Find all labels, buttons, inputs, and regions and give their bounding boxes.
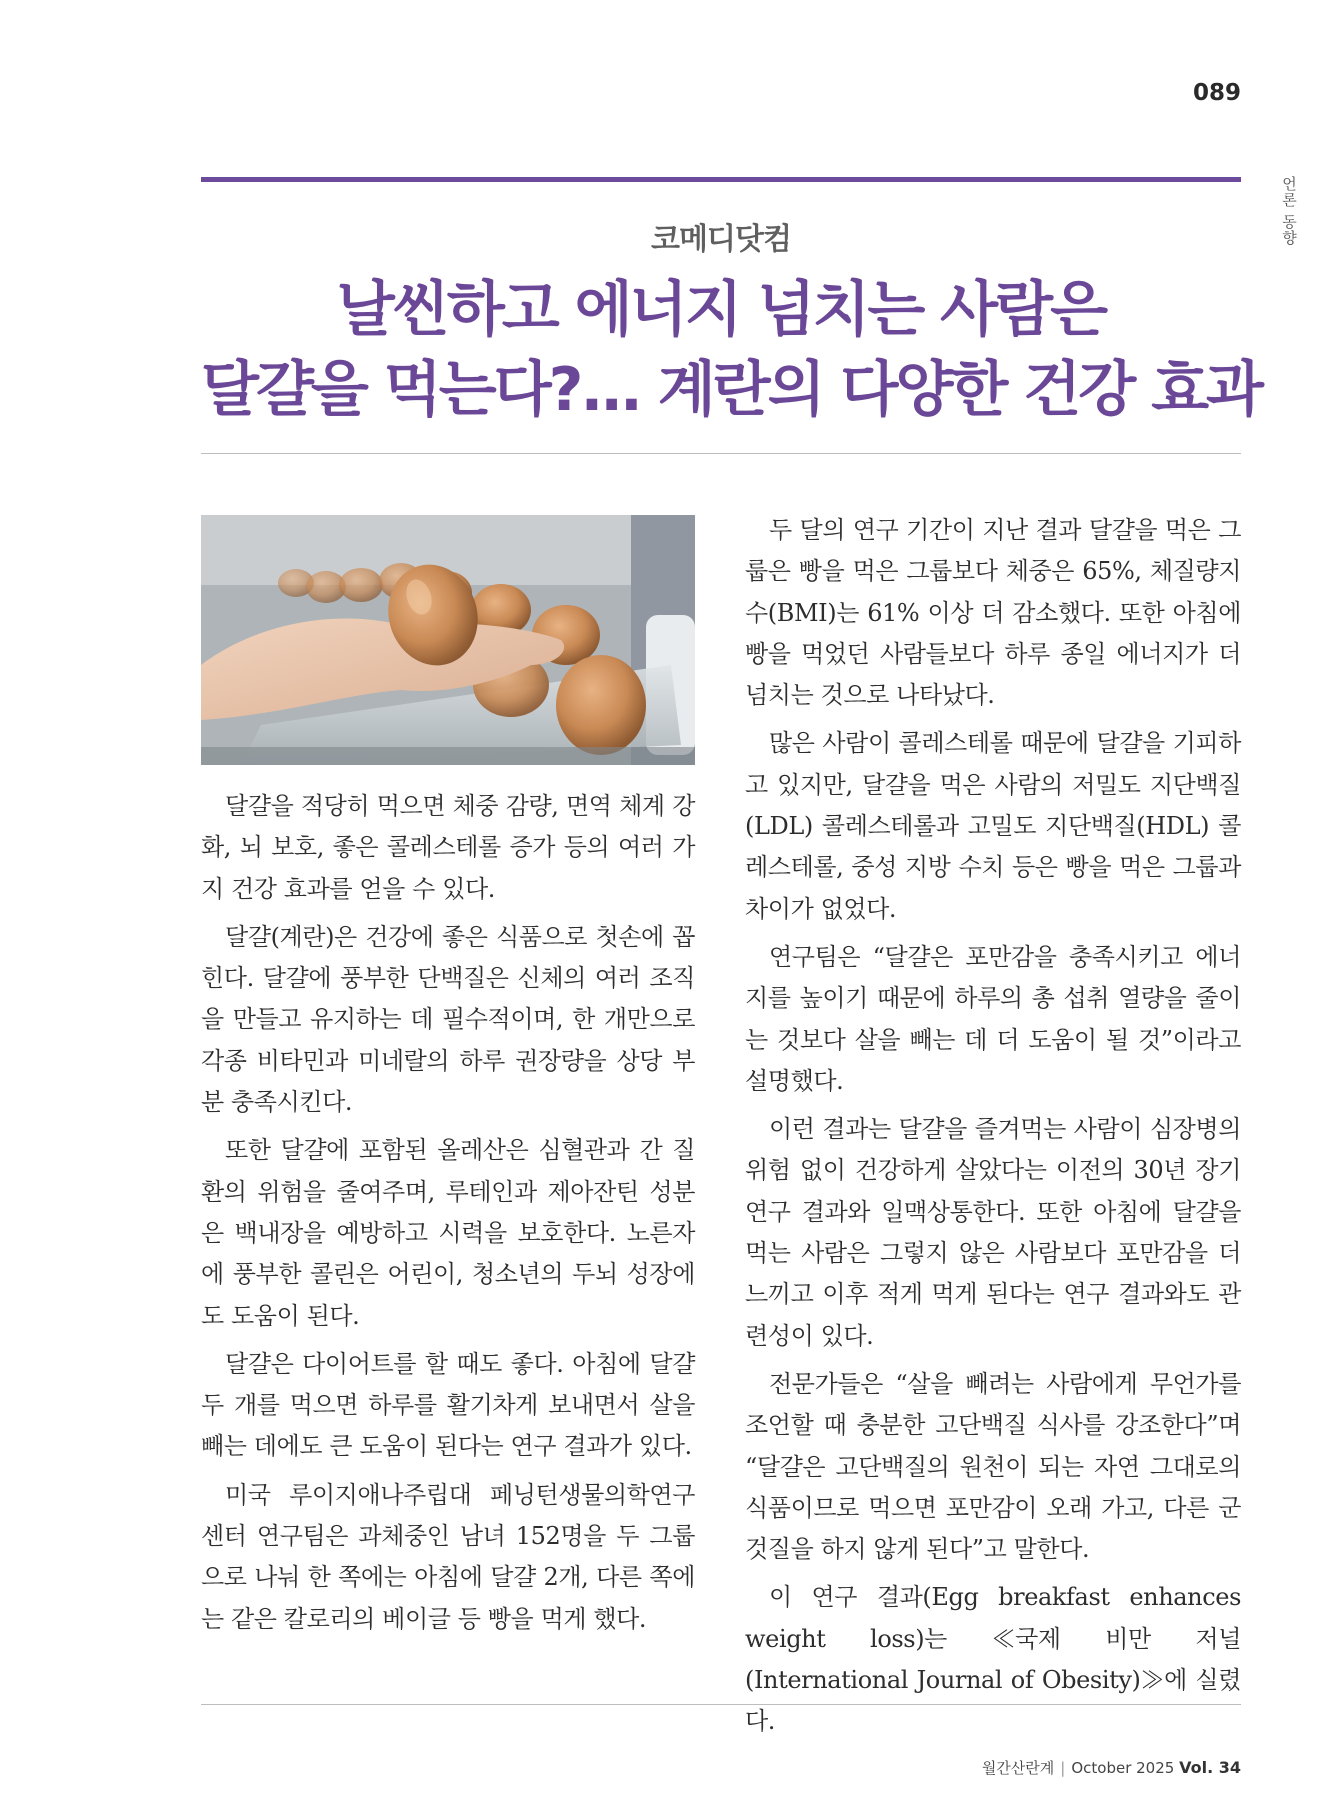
article-right-column bbox=[745, 510, 1241, 1750]
paragraph: 달걀은 다이어트를 할 때도 좋다. 아침에 달걀 두 개를 먹으면 하루를 활기차게 보내면서 살을 빼는 데에도 큰 도움이 된다는 연구 결과가 있다. bbox=[201, 1349, 695, 1461]
issue-date: October 2025 bbox=[1071, 1759, 1175, 1777]
paragraph: 많은 사람이 콜레스테롤 때문에 달걀을 기피하고 있지만, 달걀을 먹은 사람의 저밀도 지단백질(LDL) 콜레스테롤과 고밀도 지단백질(HDL) 콜레스테롤, 중성 지방 수치 등은 빵을 먹은 그룹과 차이가 없었다. bbox=[745, 729, 1241, 923]
paragraph: 달걀을 적당히 먹으면 체중 감량, 면역 체계 강화, 뇌 보호, 좋은 콜레스테롤 증가 등의 여러 가지 건강 효과를 얻을 수 있다. bbox=[201, 792, 695, 903]
footer-separator: | bbox=[1060, 1759, 1066, 1777]
publication-name: 월간산란계 bbox=[981, 1759, 1055, 1777]
paragraph: 전문가들은 “살을 빼려는 사람에게 무언가를 조언할 때 충분한 고단백질 식사를 강조한다”며 “달걀은 고단백질의 원천이 되는 자연 그대로의 식품이므로 먹으면 포만감이 오래 가고, 다른 군것질을 하지 않게 된다”고 말한다. bbox=[745, 1369, 1241, 1564]
paragraph: 또한 달걀에 포함된 올레산은 심혈관과 간 질환의 위험을 줄여주며, 루테인과 제아잔틴 성분은 백내장을 예방하고 시력을 보호한다. 노른자에 풍부한 콜린은 어린이, 청소년의 두뇌 성장에도 도움이 된다. bbox=[201, 1136, 695, 1330]
paragraph: 이런 결과는 달걀을 즐겨먹는 사람이 심장병의 위험 없이 건강하게 살았다는 이전의 30년 장기 연구 결과와 일맥상통한다. 또한 아침에 달걀을 먹는 사람은 그렇지 않은 사람보다 포만감을 더 느끼고 이후 적게 먹게 된다는 연구 결과와도 관련성이 있다. bbox=[745, 1115, 1241, 1350]
article-source: 코메디닷컴 bbox=[651, 222, 791, 257]
paragraph: 이 연구 결과(Egg breakfast enhances weight loss)는 ≪국제 비만 저널(International Journal of Obesity)≫에 실렸다. bbox=[745, 1583, 1241, 1736]
headline-line-2: 달걀을 먹는다?... 계란의 다양한 건강 효과 bbox=[201, 355, 1261, 425]
top-accent-rule bbox=[201, 177, 1241, 182]
paragraph: 두 달의 연구 기간이 지난 결과 달걀을 먹은 그룹은 빵을 먹은 그룹보다 체중은 65%, 체질량지수(BMI)는 61% 이상 더 감소했다. 또한 아침에 빵을 먹었던 사람들보다 하루 종일 에너지가 더 넘치는 것으로 나타났다. bbox=[745, 516, 1241, 710]
paragraph: 연구팀은 “달걀은 포만감을 충족시키고 에너지를 높이기 때문에 하루의 총 섭취 열량을 줄이는 것보다 살을 빼는 데 더 도움이 될 것”이라고 설명했다. bbox=[745, 942, 1241, 1095]
page-number: 089 bbox=[1192, 80, 1241, 106]
section-tab: 언론 동향 bbox=[1280, 176, 1298, 246]
headline-line-1: 날씬하고 에너지 넘치는 사람은 bbox=[336, 275, 1106, 345]
paragraph: 달걀(계란)은 건강에 좋은 식품으로 첫손에 꼽힌다. 달걀에 풍부한 단백질은 신체의 여러 조직을 만들고 유지하는 데 필수적이며, 한 개만으로 각종 비타민과 미네랄의 하루 권장량을 상당 부분 충족시킨다. bbox=[201, 922, 695, 1117]
volume-number: Vol. 34 bbox=[1179, 1758, 1241, 1777]
page-footer bbox=[982, 1757, 1241, 1778]
paragraph: 미국 루이지애나주립대 페닝턴생물의학연구센터 연구팀은 과체중인 남녀 152명을 두 그룹으로 나눠 한 쪽에는 아침에 달걀 2개, 다른 쪽에는 같은 칼로리의 베이글 등 빵을 먹게 했다. bbox=[201, 1480, 695, 1633]
footer-divider bbox=[201, 1704, 1241, 1705]
article-left-column bbox=[201, 786, 695, 1647]
article-photo bbox=[201, 515, 695, 765]
headline bbox=[201, 270, 1261, 430]
headline-divider bbox=[201, 453, 1241, 454]
